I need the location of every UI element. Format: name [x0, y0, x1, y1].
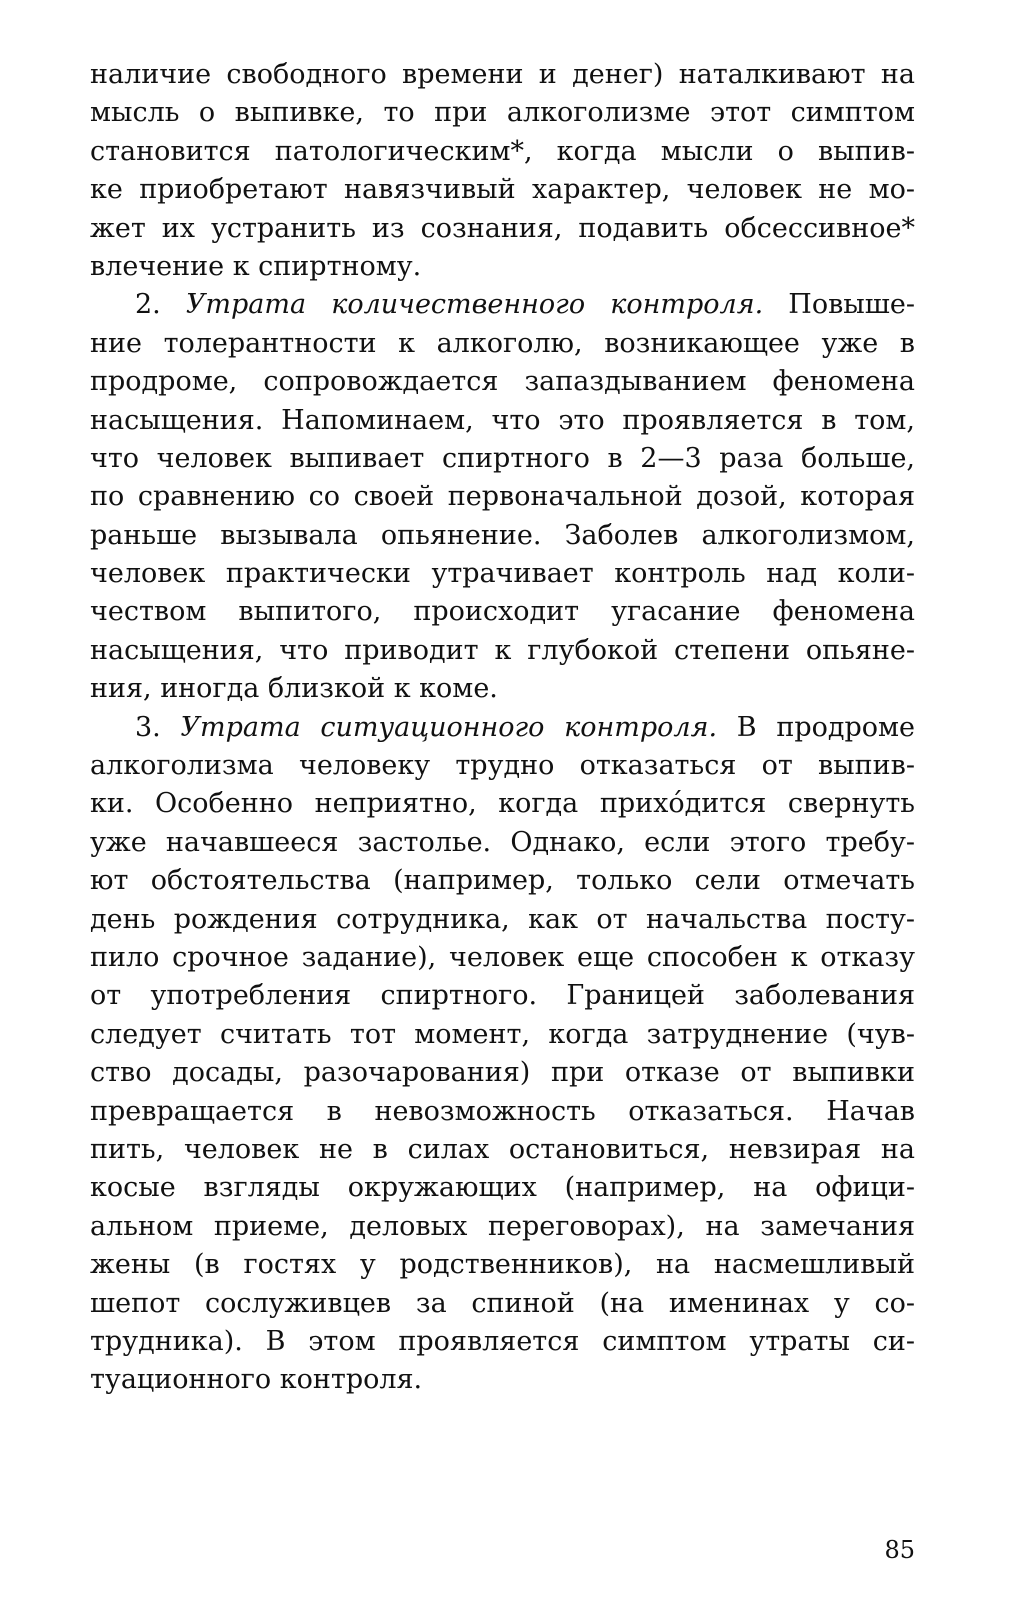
text-fragment: В продроме: [736, 711, 915, 743]
paragraph-first-line: [90, 286, 915, 324]
text-line: наличие свободного времени и денег) наталкивают на: [90, 59, 915, 90]
item-number: 3.: [135, 711, 161, 743]
text-line: раньше вызывала опьянение. Заболев алкоголизмом,: [90, 519, 915, 551]
text-line: превращается в невозможность отказаться. Начав: [90, 1095, 915, 1127]
text-line: продроме, сопровождается запаздыванием феномена: [90, 366, 915, 398]
text-line: от употребления спиртного. Границей заболевания: [90, 980, 915, 1012]
text-line: шепот сослуживцев за спиной (на именинах у со-: [90, 1287, 915, 1319]
text-line: человек практически утрачивает контроль над коли-: [90, 558, 915, 590]
text-line: ние толерантности к алкоголю, возникающее уже в: [90, 327, 915, 359]
paragraph-situational-control: [90, 709, 915, 1400]
text-line: следует считать тот момент, когда затруднение (чув-: [90, 1018, 915, 1050]
text-line: альном приеме, деловых переговорах), на замечания: [90, 1210, 915, 1242]
paragraph-quantitative-control: [90, 286, 915, 708]
item-title: Утрата ситуационного контроля.: [180, 711, 718, 743]
text-line: ния, иногда близкой к коме.: [90, 673, 498, 705]
text-line: день рождения сотрудника, как от начальства посту-: [90, 903, 915, 935]
text-line: уже начавшееся застолье. Однако, если этого требу-: [90, 826, 915, 858]
text-line: пило срочное задание), человек еще способен к отказу: [90, 941, 915, 973]
text-line: что человек выпивает спиртного в 2—3 раза больше,: [90, 442, 915, 474]
text-fragment: Повыше-: [788, 289, 915, 321]
paragraph-first-line: [90, 709, 915, 747]
paragraph-continuation: [90, 56, 915, 286]
text-line: пить, человек не в силах остановиться, невзирая на: [90, 1133, 915, 1165]
text-line: ство досады, разочарования) при отказе от выпивки: [90, 1057, 915, 1089]
text-line: косые взгляды окружающих (например, на офици-: [90, 1172, 915, 1204]
text-line: мысль о выпивке, то при алкоголизме этот симптом: [90, 97, 915, 129]
text-line: по сравнению со своей первоначальной дозой, которая: [90, 481, 915, 513]
text-line: становится патологическим*, когда мысли о выпив-: [90, 135, 915, 167]
text-line: насыщения, что приводит к глубокой степени опьяне-: [90, 634, 915, 666]
page-number: 85: [884, 1536, 915, 1564]
body-text: [90, 56, 915, 1400]
text-line: влечение к спиртному.: [90, 250, 422, 282]
text-line: ке приобретают навязчивый характер, человек не мо-: [90, 174, 915, 206]
text-line: насыщения. Напоминаем, что это проявляется в том,: [90, 404, 915, 436]
text-line: жет их устранить из сознания, подавить обсессивное*: [90, 212, 915, 244]
item-number: 2.: [135, 289, 161, 321]
text-line: ки. Особенно неприятно, когда прихо́дится свернуть: [90, 788, 915, 820]
item-title: Утрата количественного контроля.: [185, 289, 764, 321]
text-line: алкоголизма человеку трудно отказаться от выпив-: [90, 750, 915, 782]
text-line: чеством выпитого, происходит угасание феномена: [90, 596, 915, 628]
text-line: жены (в гостях у родственников), на насмешливый: [90, 1249, 915, 1281]
text-line: трудника). В этом проявляется симптом утраты си-: [90, 1325, 915, 1357]
text-line: туационного контроля.: [90, 1364, 423, 1396]
text-line: ют обстоятельства (например, только сели отмечать: [90, 865, 915, 897]
